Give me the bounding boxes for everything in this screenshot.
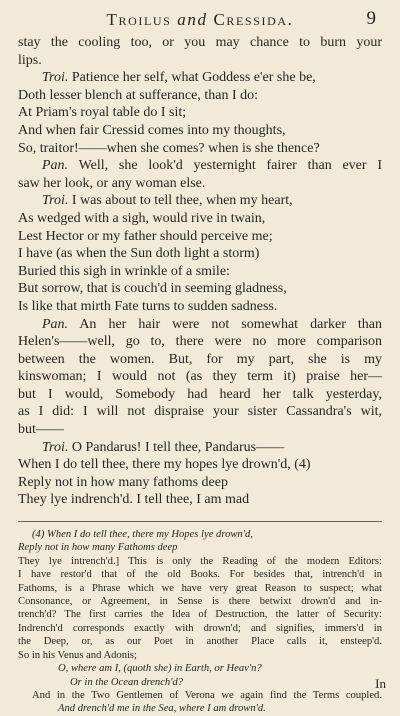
text-line: [18, 263, 382, 281]
text-line: [18, 386, 382, 404]
text-line: [18, 333, 382, 351]
text-line: [18, 175, 382, 193]
text-line: [18, 140, 382, 158]
footnote-line: Reply not in how many Fathoms deep: [18, 542, 178, 554]
line-text: Lest Hector or my father should perceive me;: [18, 228, 273, 244]
text-line: [18, 456, 382, 474]
line-text: But sorrow, that is couch'd in seeming gladness,: [18, 281, 287, 297]
text-line: [18, 439, 382, 457]
text-line: [18, 192, 382, 210]
line-text: Helen's——well, go to, there were no more comparison: [18, 334, 382, 350]
text-line: [18, 157, 382, 175]
text-line: [18, 69, 382, 87]
main-text: [18, 34, 382, 509]
speaker-name: Troi.: [42, 439, 69, 455]
text-line: [18, 245, 382, 263]
line-text: lips.: [18, 52, 42, 68]
footnote-line: trench'd? The first carries the Idea of Destruction, the latter of Security:: [18, 609, 382, 621]
footnote-line: O, where am I, (quoth she) in Earth, or Heav'n?: [58, 663, 262, 675]
text-line: [18, 210, 382, 228]
line-text: stay the cooling too, or you may chance to burn your: [18, 35, 382, 50]
footnote-line: I have restor'd that of the old Books. For besides that, intrench'd in: [18, 569, 382, 581]
line-text: Buried this sigh in wrinkle of a smile:: [18, 263, 230, 279]
text-line: [18, 491, 382, 509]
line-text: As wedged with a sigh, would rive in twain,: [18, 210, 266, 226]
catchword: In: [375, 676, 386, 691]
footnote-line: So in his Venus and Adonis;: [18, 649, 137, 661]
line-text: At Priam's royal table do I sit;: [18, 105, 187, 121]
footnote-rule: [18, 521, 382, 522]
line-text: kinswoman; I would not (as they term it) praise her—: [18, 369, 382, 385]
text-line: [18, 403, 382, 421]
text-line: [18, 34, 382, 52]
line-text: And when fair Cressid comes into my thoughts,: [18, 122, 286, 138]
footnote-line: (4) When I do tell thee, there my Hopes lye drown'd,: [32, 529, 253, 541]
line-text: An her hair were not somewhat darker than: [68, 316, 382, 332]
text-line: [18, 280, 382, 298]
title-part: Cressida.: [207, 10, 294, 29]
line-text: but I would, Somebody had heard her talk yesterday,: [18, 386, 382, 402]
text-line: [18, 87, 382, 105]
running-title: [18, 10, 382, 30]
text-line: [18, 316, 382, 334]
line-text: Is like that mirth Fate turns to sudden sadness.: [18, 298, 278, 314]
text-line: [18, 368, 382, 386]
line-text: Well, she look'd yesternight fairer than ever I: [68, 158, 382, 174]
line-text: So, traitor!——when she comes? when is she thence?: [18, 140, 320, 156]
text-line: [18, 228, 382, 246]
page-header: [18, 6, 382, 32]
speaker-name: Pan.: [42, 316, 69, 332]
text-line: [18, 52, 382, 70]
footnotes: [18, 528, 382, 716]
text-line: [18, 298, 382, 316]
page-number: 9: [366, 8, 376, 29]
footnote-line: Or in the Ocean drench'd?: [70, 676, 184, 688]
footnote-line: And drench'd me in the Sea, where I am drown'd.: [58, 703, 266, 715]
line-text: as I did: I will not dispraise your sister Cassandra's wit,: [18, 404, 382, 420]
footnote-line: Fathoms, is a Phrase which we have very great Reason to suspect; what: [18, 582, 382, 594]
speaker-name: Troi.: [42, 70, 69, 86]
line-text: When I do tell thee, there my hopes lye drown'd, (4): [18, 457, 311, 473]
line-text: but——: [18, 422, 64, 438]
footnote-line: And in the Two Gentlemen of Verona we again find the Terms coupled.: [32, 689, 382, 701]
line-text: Reply not in how many fathoms deep: [18, 474, 228, 490]
text-line: [18, 122, 382, 140]
footnote-line: Indrench'd corresponds exactly with drown'd; and signifies, immers'd in: [18, 622, 382, 634]
footnote-line: Consonance, or Agreement, in Sense is there betwixt drown'd and in-: [18, 596, 382, 608]
speaker-name: Pan.: [42, 158, 69, 174]
line-text: I have (as when the Sun doth light a storm): [18, 246, 260, 262]
line-text: Patience her self, what Goddess e'er she be,: [68, 70, 316, 86]
title-part: Troilus: [106, 10, 178, 29]
line-text: saw her look, or any woman else.: [18, 175, 206, 191]
line-text: between the women. But, for my part, she is my: [18, 351, 382, 367]
line-text: I was about to tell thee, when my heart,: [68, 193, 293, 209]
text-line: [18, 474, 382, 492]
footnote-line: They lye intrench'd.] This is only the Reading of the modern Editors:: [18, 555, 382, 567]
text-line: [18, 421, 382, 439]
line-text: O Pandarus! I tell thee, Pandarus——: [68, 439, 285, 455]
text-line: [18, 351, 382, 369]
line-text: Doth lesser blench at sufferance, than I do:: [18, 87, 258, 103]
line-text: They lye indrench'd. I tell thee, I am mad: [18, 492, 250, 508]
text-line: [18, 104, 382, 122]
speaker-name: Troi.: [42, 193, 69, 209]
footnote-line: the Deep, or, as our Poet in another Place calls it, ensteep'd.: [18, 636, 382, 648]
title-italic: and: [177, 10, 208, 29]
